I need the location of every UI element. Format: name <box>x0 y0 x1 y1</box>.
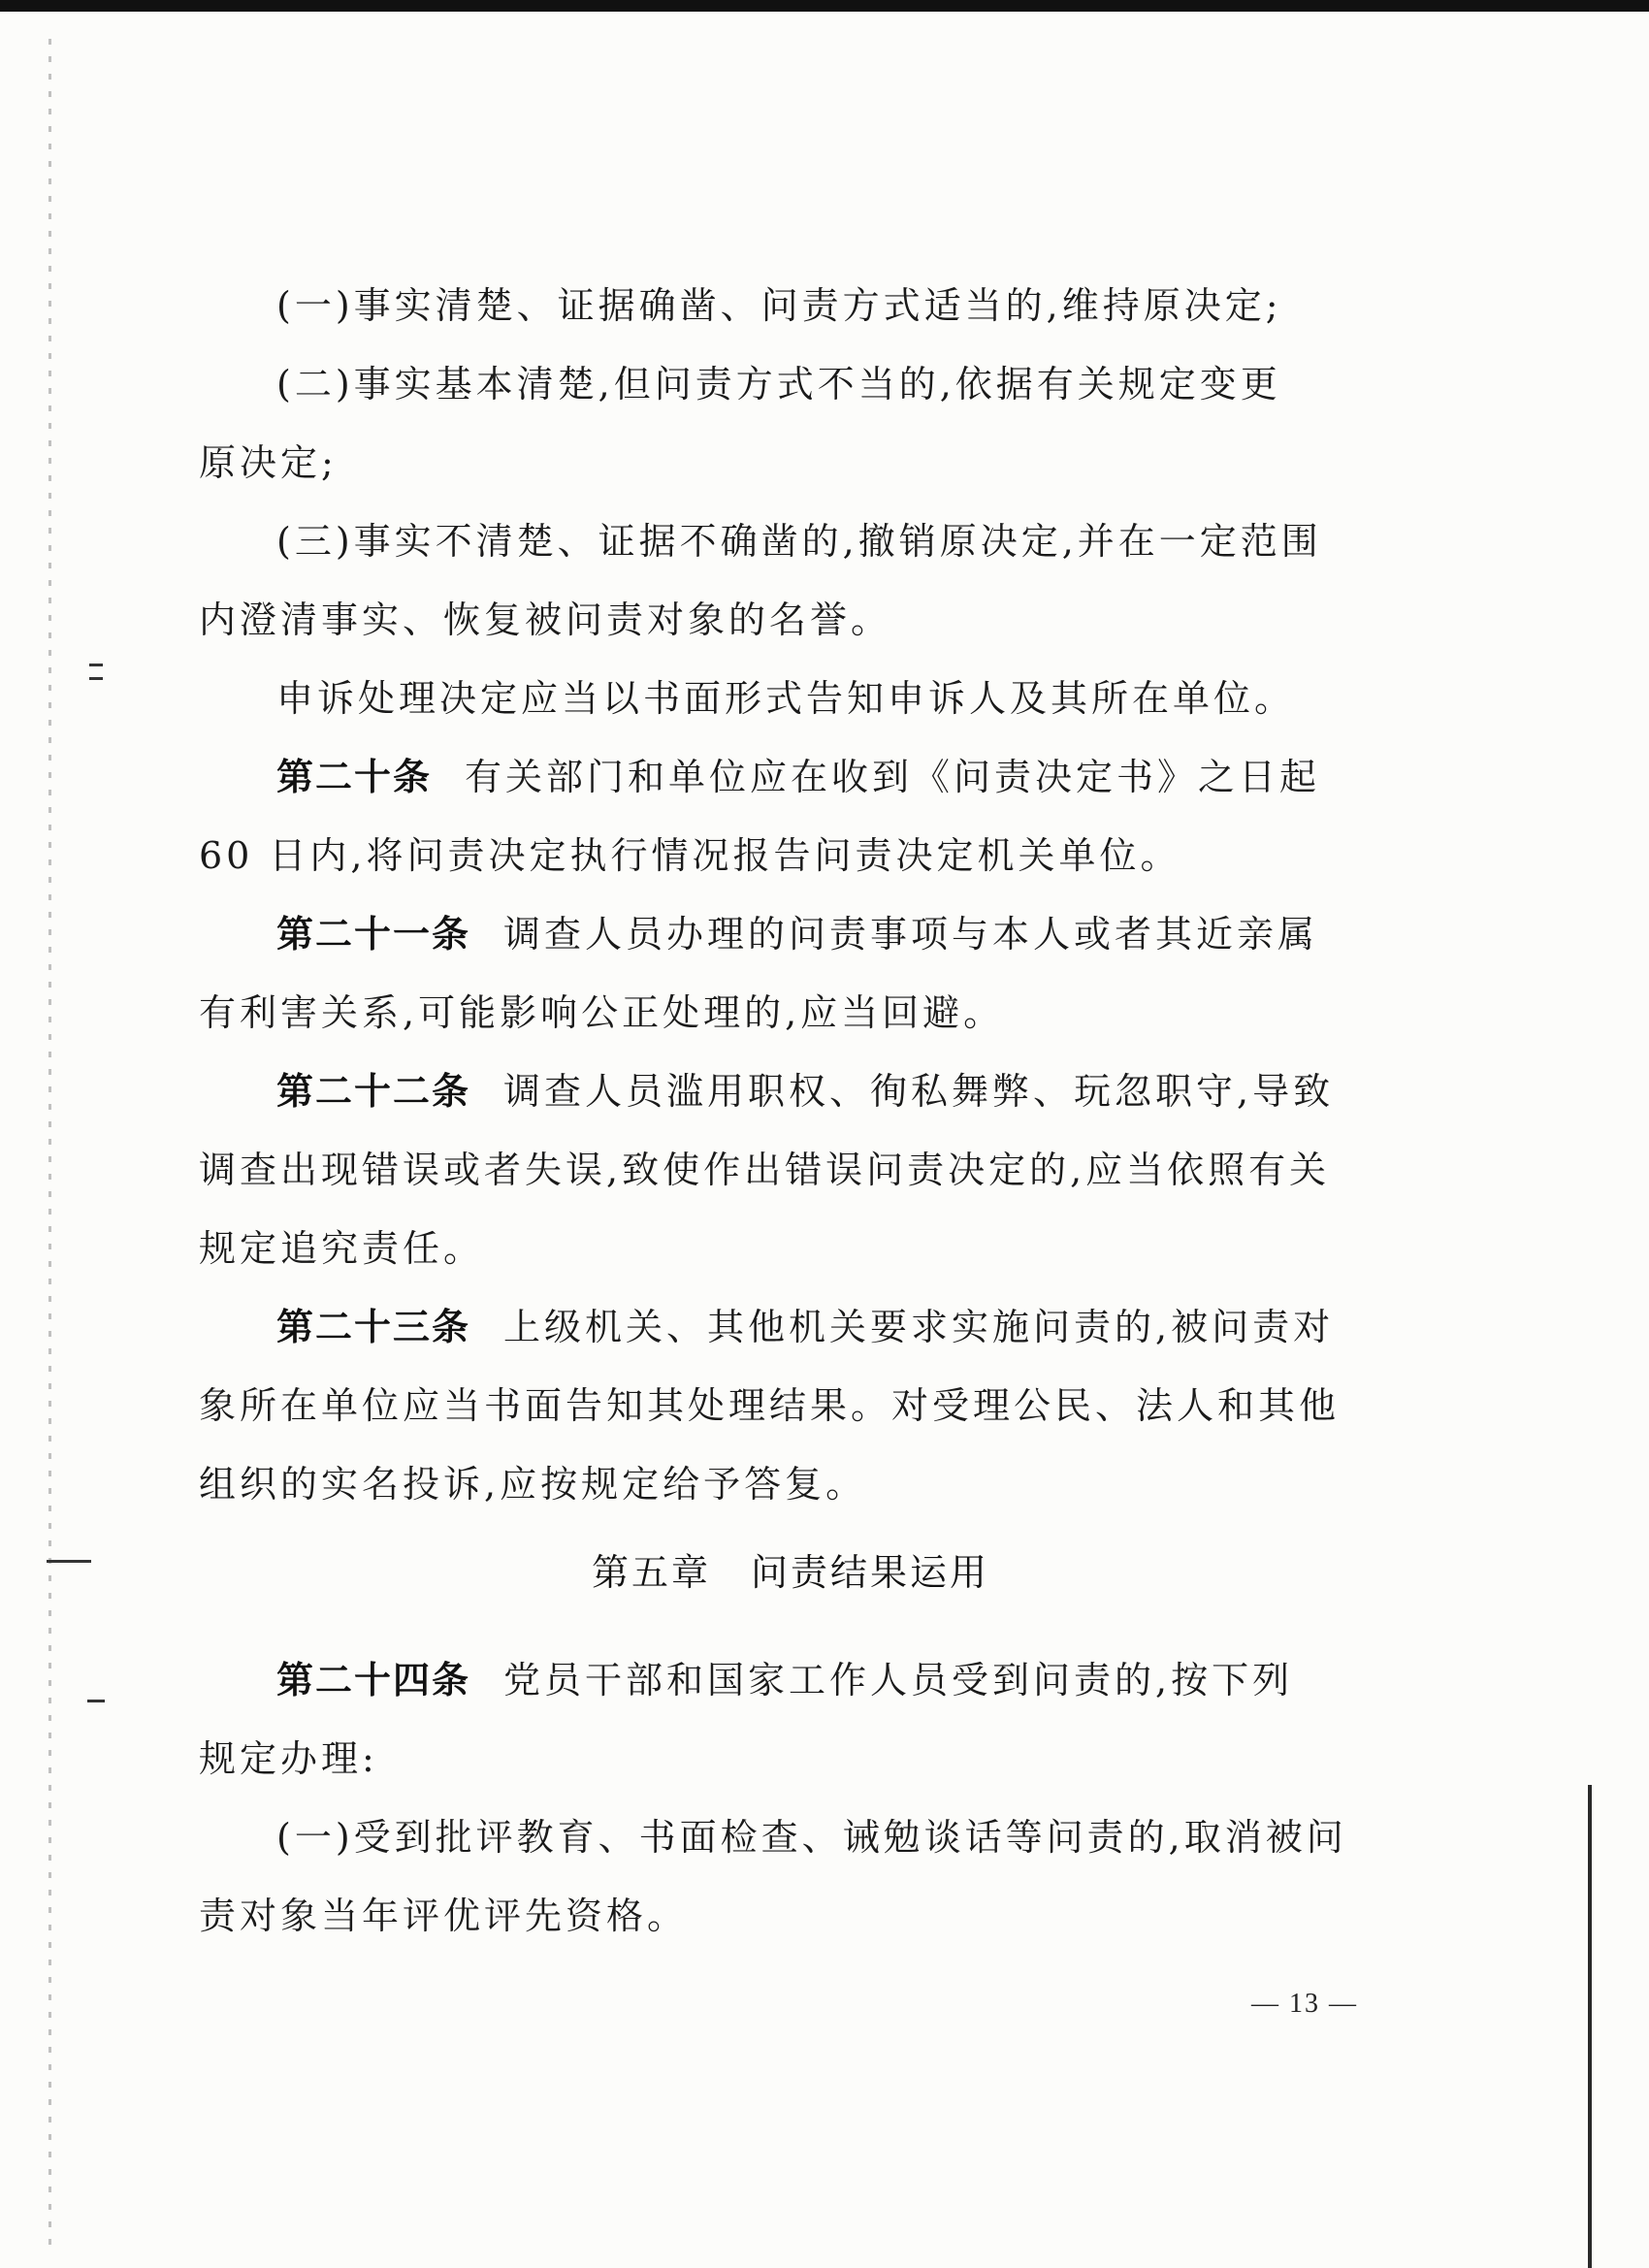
text-line <box>276 360 1382 408</box>
article-number: 第二十一条 <box>276 913 471 956</box>
scan-top-band <box>0 0 1649 12</box>
text-line <box>276 281 1382 330</box>
line-text: 责对象当年评优评先资格。 <box>199 1895 689 1937</box>
scan-right-rule <box>1588 1785 1592 2268</box>
article-line <box>276 1303 1382 1351</box>
line-text: 上级机关、其他机关要求实施问责的,被问责对 <box>503 1306 1335 1348</box>
text-line <box>199 1892 1382 1940</box>
line-text: 调查出现错误或者失误,致使作出错误问责决定的,应当依照有关 <box>199 1149 1331 1191</box>
text-line <box>199 1381 1382 1430</box>
scan-edge-mark <box>89 677 103 680</box>
article-line <box>276 1656 1382 1704</box>
article-line <box>276 753 1382 801</box>
article-number: 第二十二条 <box>276 1070 471 1113</box>
line-text: (二)事实基本清楚,但问责方式不当的,依据有关规定变更 <box>276 363 1281 405</box>
line-text: 党员干部和国家工作人员受到问责的,按下列 <box>503 1659 1294 1701</box>
article-number: 第二十四条 <box>276 1659 471 1701</box>
line-text: (一)受到批评教育、书面检查、诫勉谈话等问责的,取消被问 <box>276 1816 1347 1859</box>
article-number: 第二十三条 <box>276 1306 471 1348</box>
line-text: 调查人员滥用职权、徇私舞弊、玩忽职守,导致 <box>503 1070 1335 1113</box>
line-text: 象所在单位应当书面告知其处理结果。对受理公民、法人和其他 <box>199 1384 1341 1427</box>
line-text: (三)事实不清楚、证据不确凿的,撤销原决定,并在一定范围 <box>276 520 1322 563</box>
article-line <box>276 1067 1382 1116</box>
scan-edge-mark <box>47 1560 91 1563</box>
text-line <box>276 674 1382 723</box>
text-line <box>199 1146 1382 1194</box>
text-line <box>199 596 1382 644</box>
line-text: 原决定; <box>199 441 338 484</box>
line-text: 规定追究责任。 <box>199 1227 485 1270</box>
text-line <box>199 438 1382 487</box>
line-text: 规定办理: <box>199 1737 378 1780</box>
scan-edge-mark <box>87 1700 105 1702</box>
text-line <box>276 517 1382 566</box>
line-text: 有利害关系,可能影响公正处理的,应当回避。 <box>199 991 1005 1034</box>
scan-left-edge <box>48 39 51 2251</box>
article-number: 第二十条 <box>276 756 433 798</box>
text-line <box>199 1734 1382 1783</box>
text-line <box>199 988 1382 1037</box>
scan-edge-mark <box>89 664 103 666</box>
line-text: (一)事实清楚、证据确凿、问责方式适当的,维持原决定; <box>276 284 1282 327</box>
line-text: 有关部门和单位应在收到《问责决定书》之日起 <box>465 756 1321 798</box>
text-line <box>199 1224 1382 1273</box>
article-line <box>276 910 1382 958</box>
line-text: 申诉处理决定应当以书面形式告知申诉人及其所在单位。 <box>276 677 1296 720</box>
line-text: 调查人员办理的问责事项与本人或者其近亲属 <box>503 913 1319 956</box>
line-text: 内澄清事实、恢复被问责对象的名誉。 <box>199 599 892 641</box>
line-text: 组织的实名投诉,应按规定给予答复。 <box>199 1463 867 1506</box>
line-text: 60 日内,将问责决定执行情况报告问责决定机关单位。 <box>199 834 1181 877</box>
text-line <box>199 831 1382 880</box>
text-line <box>276 1813 1382 1862</box>
page-number: — 13 — <box>1251 1989 1358 2019</box>
chapter-heading: 第五章 问责结果运用 <box>591 1551 989 1594</box>
text-line <box>199 1460 1382 1508</box>
